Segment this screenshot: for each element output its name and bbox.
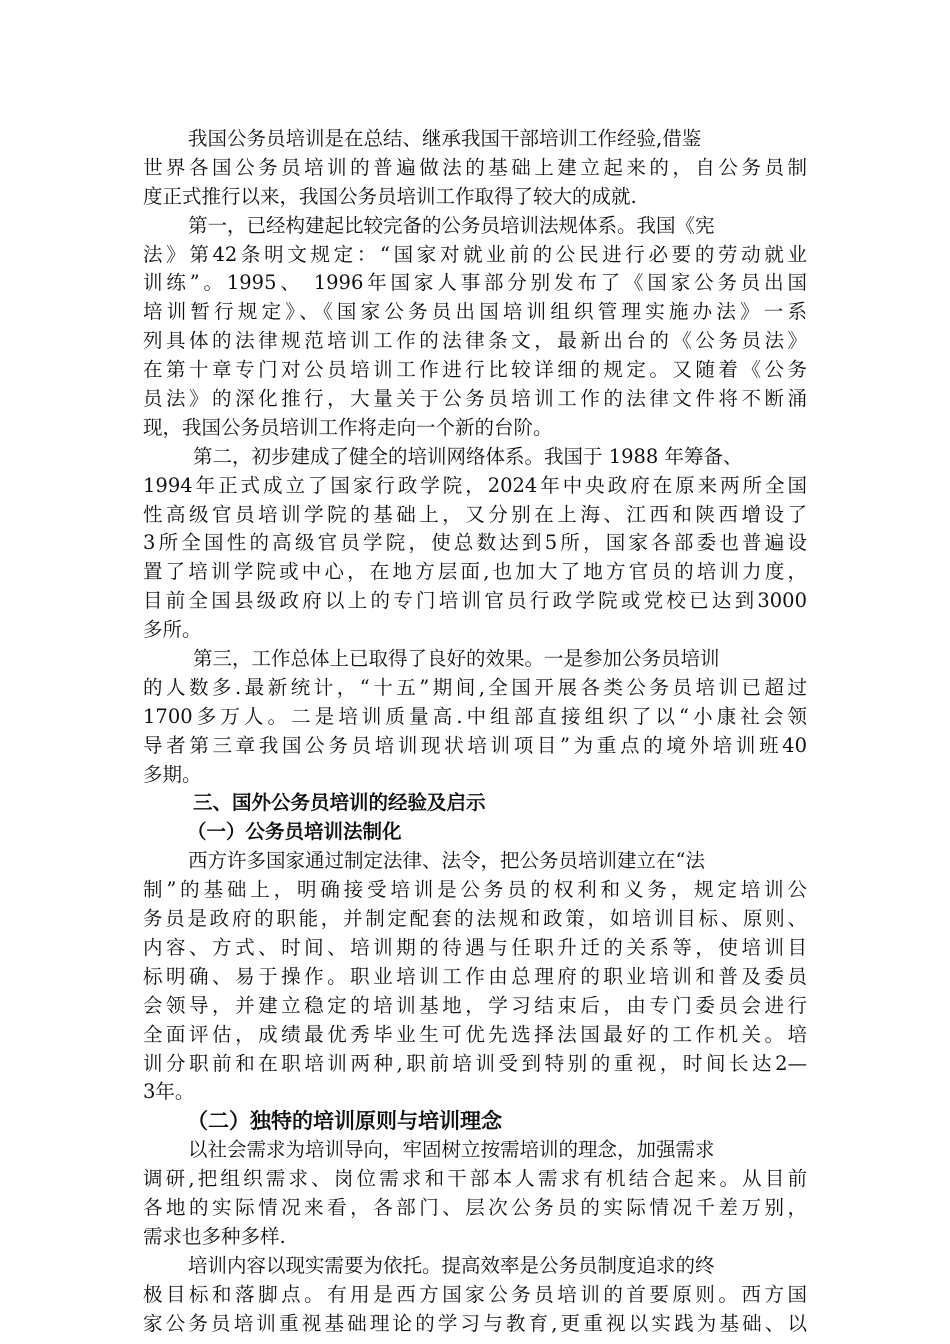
paragraph-line: 1994年正式成立了国家行政学院，2024年中央政府在原来两所全国 <box>143 473 807 497</box>
paragraph-line: 调研,把组织需求、岗位需求和干部本人需求有机结合起来。从目前 <box>143 1167 807 1191</box>
paragraph-line: 法》第42条明文规定：“国家对就业前的公民进行必要的劳动就业 <box>143 242 807 266</box>
paragraph-line: 极目标和落脚点。有用是西方国家公务员培训的首要原则。西方国 <box>143 1282 807 1306</box>
paragraph-line: 全面评估，成绩最优秀毕业生可优先选择法国最好的工作机关。培 <box>143 1022 807 1046</box>
section-heading: 三、国外公务员培训的经验及启示 <box>193 791 486 815</box>
paragraph-line: 家公务员培训重视基础理论的学习与教育,更重视以实践为基础、以 <box>143 1311 807 1335</box>
paragraph-line: 内容、方式、时间、培训期的待遇与任职升迁的关系等，使培训目 <box>143 935 807 959</box>
paragraph-line: 会领导，并建立稳定的培训基地，学习结束后，由专门委员会进行 <box>143 993 807 1017</box>
paragraph-line: 训练”。1995、 1996年国家人事部分别发布了《国家公务员出国 <box>143 271 807 295</box>
document-body <box>143 125 807 1338</box>
paragraph-line: 需求也多种多样. <box>143 1224 286 1248</box>
paragraph-line: 员法》的深化推行，大量关于公务员培训工作的法律文件将不断涌 <box>143 387 807 411</box>
paragraph-line: 制”的基础上，明确接受培训是公务员的权利和义务，规定培训公 <box>143 878 807 902</box>
paragraph-line: 的人数多.最新统计，“十五”期间,全国开展各类公务员培训已超过 <box>143 675 807 699</box>
subsection-heading: （二）独特的培训原则与培训理念 <box>187 1108 502 1134</box>
paragraph-line: 置了培训学院或中心，在地方层面,也加大了地方官员的培训力度， <box>143 560 807 584</box>
paragraph-line: 各地的实际情况来看，各部门、层次公务员的实际情况千差万别， <box>143 1195 807 1219</box>
paragraph-line: 我国公务员培训是在总结、继承我国干部培训工作经验,借鉴 <box>188 127 702 150</box>
paragraph-line: 多期。 <box>143 762 202 786</box>
paragraph-line: 以社会需求为培训导向，牢固树立按需培训的理念，加强需求 <box>188 1138 715 1162</box>
paragraph-line: 目前全国县级政府以上的专门培训官员行政学院或党校已达到3000 <box>143 589 807 613</box>
paragraph-line: 第一，已经构建起比较完备的公务员培训法规体系。我国《宪 <box>188 213 715 237</box>
paragraph-line: 务员是政府的职能，并制定配套的法规和政策，如培训目标、原则、 <box>143 907 807 931</box>
paragraph-line: 3所全国性的高级官员学院，使总数达到5所，国家各部委也普遍设 <box>143 531 807 555</box>
paragraph-line: 培训暂行规定》、《国家公务员出国培训组织管理实施办法》一系 <box>143 300 807 324</box>
paragraph-line: 列具体的法律规范培训工作的法律条文，最新出台的《公务员法》 <box>143 329 807 353</box>
paragraph-line: 培训内容以现实需要为依托。提高效率是公务员制度追求的终 <box>188 1253 715 1277</box>
paragraph-line: 世界各国公务员培训的普遍做法的基础上建立起来的，自公务员制 <box>143 155 807 179</box>
paragraph-line: 标明确、易于操作。职业培训工作由总理府的职业培训和普及委员 <box>143 964 807 988</box>
paragraph-line: 度正式推行以来，我国公务员培训工作取得了较大的成就. <box>143 184 637 208</box>
paragraph-line: 西方许多国家通过制定法律、法令，把公务员培训建立在“法 <box>188 849 705 873</box>
paragraph-line: 1700多万人。二是培训质量高.中组部直接组织了以“小康社会领 <box>143 704 807 728</box>
paragraph-line: 导者第三章我国公务员培训现状培训项目”为重点的境外培训班40 <box>143 733 807 757</box>
paragraph-line: 在第十章专门对公员培训工作进行比较详细的规定。又随着《公务 <box>143 358 807 382</box>
paragraph-line: 3年。 <box>143 1080 195 1104</box>
paragraph-line: 性高级官员培训学院的基础上，又分别在上海、江西和陕西增设了 <box>143 502 807 526</box>
paragraph-line: 第三，工作总体上已取得了良好的效果。一是参加公务员培训 <box>193 647 720 671</box>
subsection-heading: （一）公务员培训法制化 <box>187 820 402 844</box>
paragraph-line: 训分职前和在职培训两种,职前培训受到特别的重视，时间长达2— <box>143 1051 807 1075</box>
paragraph-line: 多所。 <box>143 618 202 642</box>
paragraph-line: 现，我国公务员培训工作将走向一个新的台阶。 <box>143 415 553 439</box>
paragraph-line: 第二，初步建成了健全的培训网络体系。我国于 1988 年筹备、 <box>193 444 743 468</box>
